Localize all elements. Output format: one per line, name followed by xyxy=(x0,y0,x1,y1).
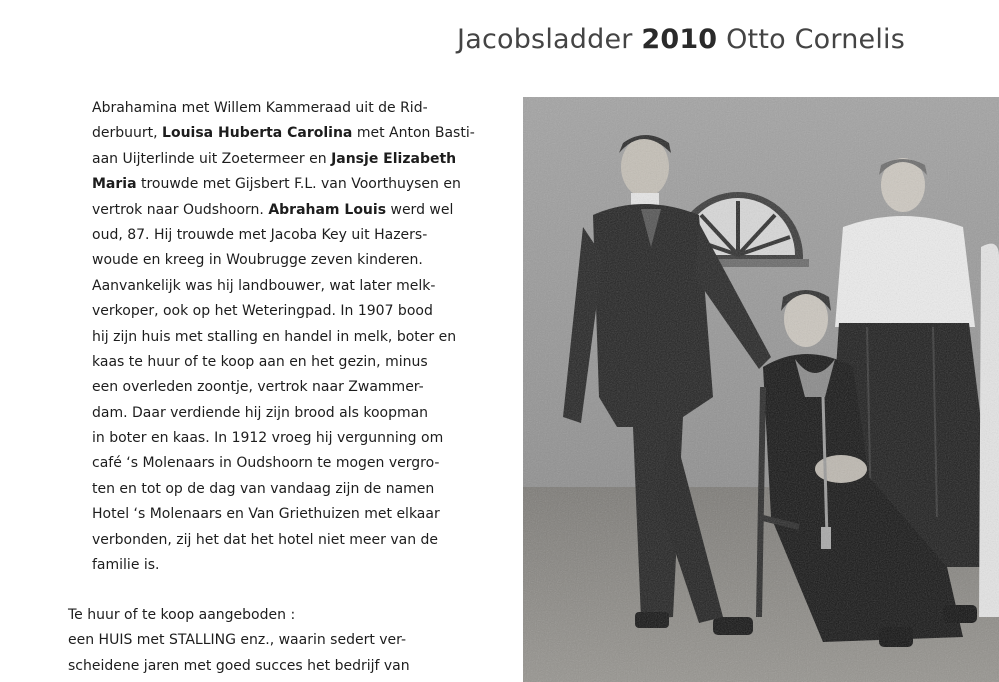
header-title-prefix: Jacobsladder xyxy=(457,24,642,55)
main-text-line xyxy=(92,223,487,248)
main-text-line xyxy=(92,477,487,502)
text-span: met Anton Basti- xyxy=(352,125,475,142)
main-text-line xyxy=(92,299,487,324)
text-span: derbuurt, xyxy=(92,125,163,142)
text-span: een HUIS met STALLING enz., waarin sedert ver- xyxy=(68,632,407,649)
bold-name-span: Jansje Elizabeth xyxy=(331,150,457,167)
text-span: trouwde met Gijsbert F.L. van Voorthuysen en xyxy=(136,176,461,193)
main-text-line xyxy=(92,451,487,476)
text-span: woude en kreeg in Woubrugge zeven kinderen. xyxy=(92,252,423,269)
bold-name-span: Louisa Huberta Carolina xyxy=(162,125,353,142)
main-text-line xyxy=(92,274,487,299)
main-text-column xyxy=(92,96,487,578)
family-photo-illustration xyxy=(523,97,999,682)
main-text-line xyxy=(92,96,487,121)
text-span: ten en tot op de dag van vandaag zijn de namen xyxy=(92,480,435,497)
bold-name-span: Maria xyxy=(92,176,137,193)
text-span: café ‘s Molenaars in Oudshoorn te mogen vergro- xyxy=(92,455,440,472)
text-span: Te huur of te koop aangeboden : xyxy=(68,607,296,623)
main-text-line xyxy=(92,426,487,451)
text-span: kaas te huur of te koop aan en het gezin, minus xyxy=(92,353,428,370)
advertisement-text xyxy=(68,603,478,679)
main-text-line xyxy=(92,325,487,350)
text-span: aan Uijterlinde uit Zoetermeer en xyxy=(92,150,332,167)
text-span: scheidene jaren met goed succes het bedrijf van xyxy=(68,657,410,674)
text-span: verbonden, zij het dat het hotel niet meer van de xyxy=(92,531,439,548)
main-text-line xyxy=(92,198,487,223)
ad-text-line xyxy=(68,654,478,679)
text-span: vertrok naar Oudshoorn. xyxy=(92,201,269,218)
main-text-line xyxy=(92,121,487,146)
text-span: verkoper, ook op het Weteringpad. In 1907 bood xyxy=(92,303,433,320)
text-span: Hotel ‘s Molenaars en Van Griethuizen met elkaar xyxy=(92,506,440,523)
header-title-year: 2010 xyxy=(641,24,718,55)
text-span: familie is. xyxy=(92,557,160,574)
text-span: Abrahamina met Willem Kammeraad uit de Rid- xyxy=(92,100,428,116)
ad-text-line xyxy=(68,628,478,653)
bold-name-span: Abraham Louis xyxy=(268,201,387,218)
text-span: hij zijn huis met stalling en handel in melk, boter en xyxy=(92,328,457,345)
main-text-line xyxy=(92,147,487,172)
main-text-line xyxy=(92,502,487,527)
ad-text-line xyxy=(68,603,478,628)
main-text-line xyxy=(92,528,487,553)
text-span: Aanvankelijk was hij landbouwer, wat later melk- xyxy=(92,277,436,294)
main-text-line xyxy=(92,401,487,426)
text-span: oud, 87. Hij trouwde met Jacoba Key uit Hazers- xyxy=(92,226,428,243)
header-title-suffix: Otto Cornelis xyxy=(717,24,905,55)
text-span: in boter en kaas. In 1912 vroeg hij vergunning om xyxy=(92,430,444,447)
main-text-line xyxy=(92,172,487,197)
main-text-line xyxy=(92,553,487,578)
family-photo xyxy=(523,97,999,682)
text-span: een overleden zoontje, vertrok naar Zwammer- xyxy=(92,379,424,396)
text-span: werd wel xyxy=(386,201,454,218)
page-header xyxy=(457,24,905,55)
main-text-line xyxy=(92,375,487,400)
main-text-line xyxy=(92,350,487,375)
main-text-line xyxy=(92,248,487,273)
text-span: dam. Daar verdiende hij zijn brood als koopman xyxy=(92,404,429,421)
